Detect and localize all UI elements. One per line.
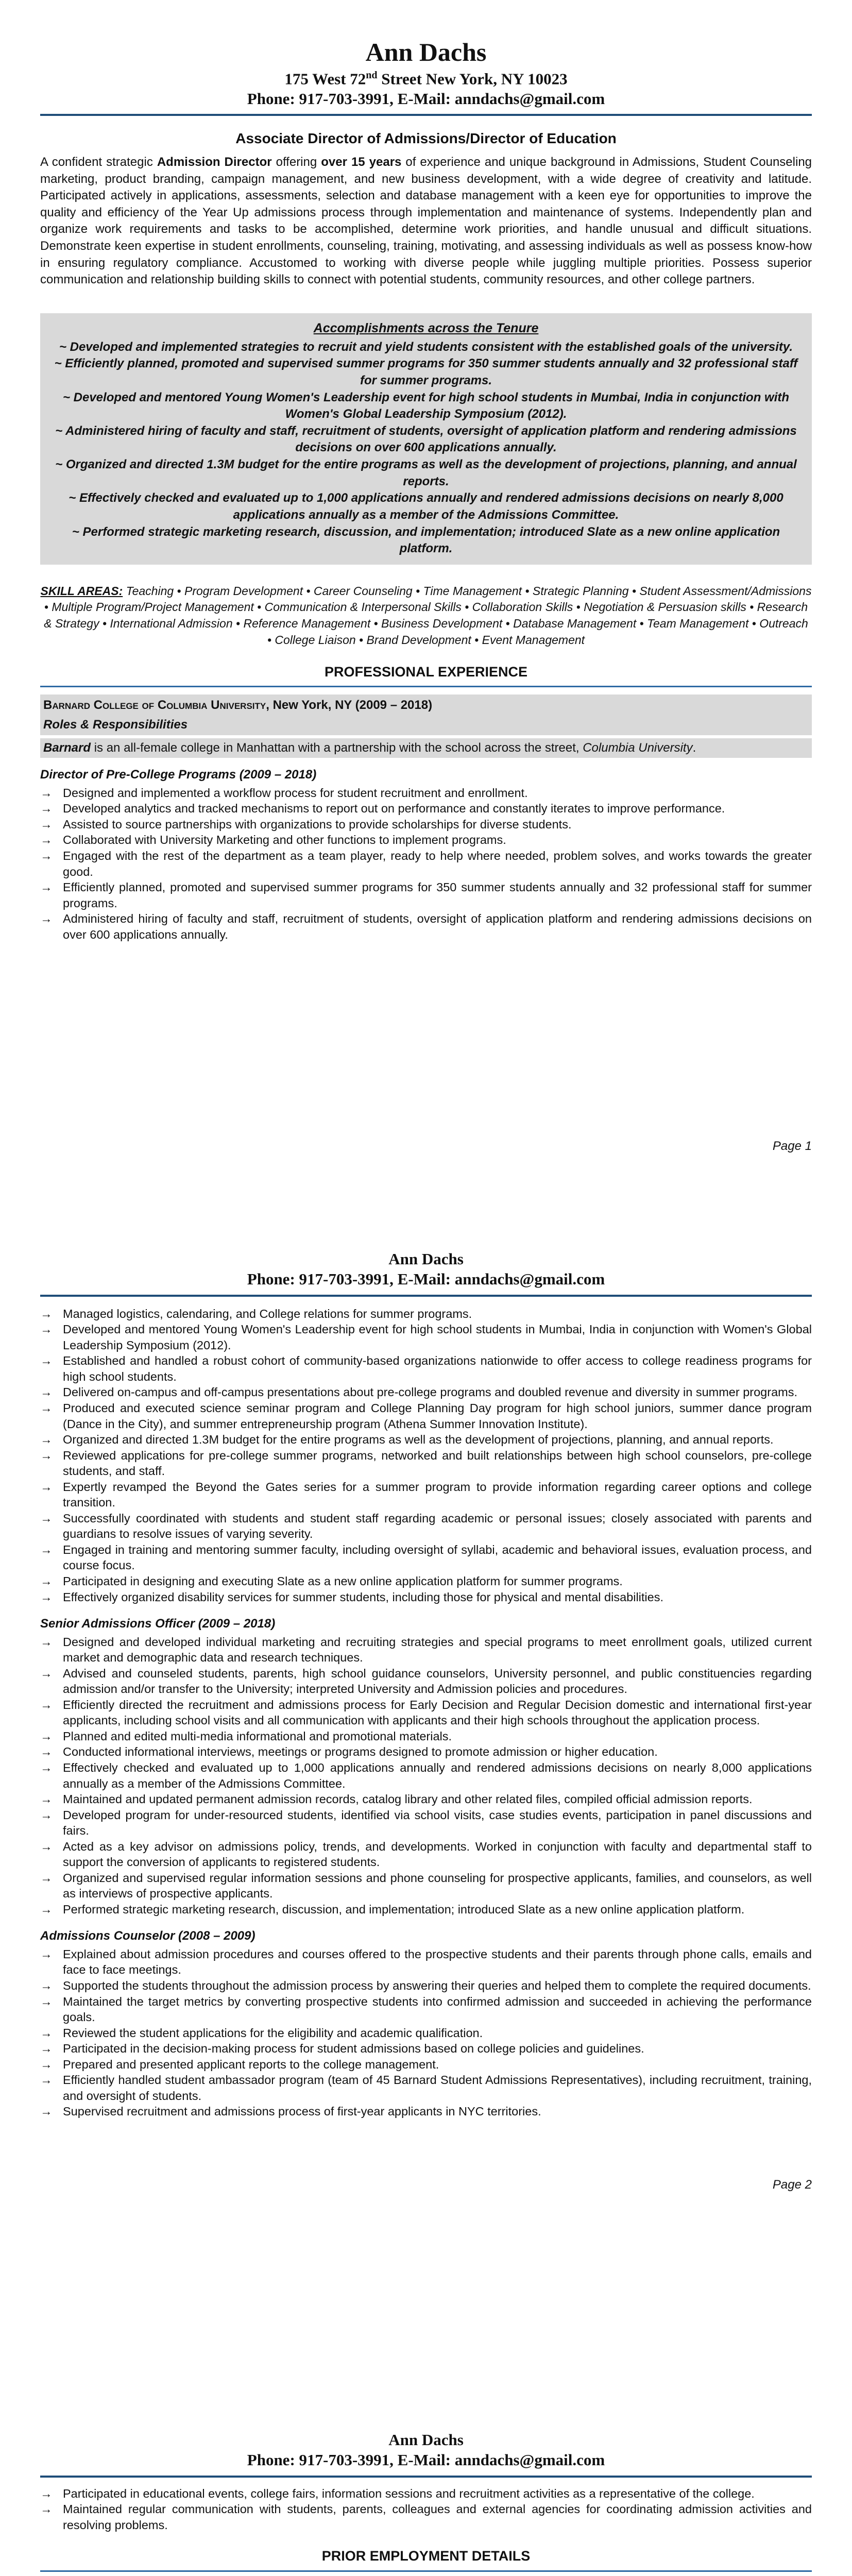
running-header-name: Ann Dachs: [388, 2431, 464, 2449]
running-header-contact: Phone: 917-703-3991, E-Mail: anndachs@gmail.com: [247, 1270, 605, 1289]
accomplishment-item: ~ Developed and mentored Young Women's Leadership event for high school students in Mumbai, India in conjunction with Women's Global Leadership Symposium (2012).: [62, 390, 790, 421]
arrow-bullet-icon: →: [40, 1401, 53, 1415]
bullet-item: [40, 1946, 812, 1978]
bullet-item: [40, 2486, 812, 2502]
bullet-text: Maintained and updated permanent admission records, catalog library and other related files, compiled official admission reports.: [63, 1792, 753, 1806]
bullet-item: [40, 1400, 812, 1432]
bullet-text: Maintained the target metrics by converting prospective students into confirmed admission and succeeded in achieving the performance goals.: [63, 1994, 812, 2024]
bullet-item: [40, 1573, 812, 1589]
bullet-item: [40, 1666, 812, 1697]
arrow-bullet-icon: →: [40, 2502, 53, 2516]
bullet-text: Explained about admission procedures and courses offered to the prospective students and their parents through phone calls, emails and face to face meetings.: [63, 1947, 812, 1977]
bullet-text: Developed analytics and tracked mechanisms to report out on performance and constantly iterates to improve performance.: [63, 802, 725, 816]
accomplishment-item: ~ Organized and directed 1.3M budget for the entire programs as well as the development of projections, planning, and annual reports.: [55, 457, 797, 488]
arrow-bullet-icon: →: [40, 1433, 53, 1447]
header-divider: [40, 114, 812, 116]
page-2: [0, 1205, 852, 2409]
arrow-bullet-icon: →: [40, 1323, 53, 1336]
accomplishment-item: ~ Performed strategic marketing research, discussion, and implementation; introduced Slate as a new online application platform.: [72, 524, 780, 556]
role-bullets: [40, 1634, 812, 1918]
bullet-text: Reviewed applications for pre-college summer programs, networked and built relationships between high school counselors, pre-college students, and staff.: [63, 1448, 812, 1478]
bullet-item: [40, 801, 812, 817]
bullet-text: Successfully coordinated with students and student staff regarding academic or personal issues; closely associated with parents and guardians to resolve issues of varying severity.: [63, 1511, 812, 1541]
arrow-bullet-icon: →: [40, 802, 53, 816]
accomplishment-item: ~ Efficiently planned, promoted and supervised summer programs for 350 summer students annually and 32 professional staff for summer programs.: [54, 357, 798, 387]
arrow-bullet-icon: →: [40, 1635, 53, 1649]
arrow-bullet-icon: →: [40, 1448, 53, 1462]
bullet-text: Conducted informational interviews, meetings or programs designed to promote admission or higher education.: [63, 1745, 658, 1759]
bullet-item: [40, 1839, 812, 1870]
bullet-text: Efficiently directed the recruitment and admissions process for Early Decision and Regular Decision domestic and international first-year applicants, including school visits and all communication with applicants and their high schools throughout the application process.: [63, 1698, 812, 1727]
page-3: [0, 2409, 852, 2576]
role-bullets: [40, 2486, 812, 2533]
bullet-item: [40, 1728, 812, 1744]
bullet-item: [40, 1791, 812, 1807]
role-title: Director of Pre-College Programs (2009 – 2018): [40, 768, 317, 782]
bullet-item: [40, 1306, 812, 1322]
bullet-text: Assisted to source partnerships with organizations to provide scholarships for diverse students.: [63, 817, 572, 831]
role-bullets: [40, 1946, 812, 2120]
bullet-item: [40, 1432, 812, 1448]
arrow-bullet-icon: →: [40, 1994, 53, 2008]
section-title-experience: PROFESSIONAL EXPERIENCE: [324, 664, 528, 680]
address-line: 175 West 72nd Street New York, NY 10023: [284, 69, 568, 88]
arrow-bullet-icon: →: [40, 786, 53, 800]
bullet-text: Developed and mentored Young Women's Leadership event for high school students in Mumbai, India in conjunction with Women's Global Leadership Symposium (2012).: [63, 1323, 812, 1352]
bullet-text: Prepared and presented applicant reports to the college management.: [63, 2057, 439, 2071]
bullet-text: Developed program for under-resourced students, identified via school visits, case studies events, participation in panel discussions and fairs.: [63, 1808, 812, 1838]
arrow-bullet-icon: →: [40, 2042, 53, 2056]
bullet-text: Planned and edited multi-media informational and promotional materials.: [63, 1729, 452, 1743]
bullet-text: Advised and counseled students, parents, high school guidance counselors, University personnel, and public constituencies regarding admission and/or transfer to the University; interpreted University and Admission policies and procedures.: [63, 1666, 812, 1696]
bullet-item: [40, 2025, 812, 2041]
bullet-text: Designed and developed individual marketing and recruiting strategies and special programs to meet enrollment goals, utilized current market and demographic data and research techniques.: [63, 1635, 812, 1665]
arrow-bullet-icon: →: [40, 849, 53, 863]
bullet-item: [40, 1807, 812, 1839]
role-bullets: [40, 1306, 812, 1605]
arrow-bullet-icon: →: [40, 1307, 53, 1320]
bullet-item: [40, 1353, 812, 1384]
arrow-bullet-icon: →: [40, 1871, 53, 1885]
bullet-item: [40, 2501, 812, 2533]
bullet-item: [40, 1321, 812, 1353]
bullet-item: [40, 1978, 812, 1994]
bullet-text: Supervised recruitment and admissions process of first-year applicants in NYC territories.: [63, 2105, 541, 2119]
accomplishment-item: ~ Administered hiring of faculty and staff, recruitment of students, oversight of application platform and rendering admissions decisions on over 600 applications annually.: [55, 423, 797, 455]
bullet-text: Administered hiring of faculty and staff, recruitment of students, oversight of application platform and rendering admissions decisions on over 600 applications annually.: [63, 912, 812, 941]
header-divider: [40, 1295, 812, 1297]
running-header-name: Ann Dachs: [388, 1250, 464, 1268]
bullet-item: [40, 1870, 812, 1902]
employer-heading: Barnard College of Columbia University, New York, NY (2009 – 2018): [40, 694, 812, 716]
bullet-item: [40, 911, 812, 942]
bullet-item: [40, 1760, 812, 1791]
bullet-item: [40, 2104, 812, 2120]
bullet-text: Effectively checked and evaluated up to 1,000 applications annually and rendered admissions decisions on nearly 8,000 applications annually as a member of the Admissions Committee.: [63, 1760, 812, 1790]
bullet-text: Managed logistics, calendaring, and College relations for summer programs.: [63, 1307, 472, 1320]
arrow-bullet-icon: →: [40, 1792, 53, 1806]
bullet-item: [40, 1697, 812, 1728]
bullet-item: [40, 785, 812, 801]
role-bullets: [40, 785, 812, 942]
arrow-bullet-icon: →: [40, 1745, 53, 1759]
page-number: Page 1: [772, 1139, 812, 1153]
accomplishment-item: ~ Developed and implemented strategies to recruit and yield students consistent with the established goals of the university.: [59, 340, 793, 354]
bullet-item: [40, 2057, 812, 2073]
arrow-bullet-icon: →: [40, 1354, 53, 1368]
employer-description: Barnard is an all-female college in Manhattan with a partnership with the school across the street, Columbia University.: [40, 738, 812, 758]
arrow-bullet-icon: →: [40, 1511, 53, 1525]
bullet-text: Reviewed the student applications for the eligibility and academic qualification.: [63, 2026, 483, 2040]
header-divider: [40, 2476, 812, 2478]
arrow-bullet-icon: →: [40, 1666, 53, 1680]
arrow-bullet-icon: →: [40, 1480, 53, 1494]
bullet-text: Engaged in training and mentoring summer faculty, including oversight of syllabi, academic and behavioral issues, evaluation process, and course focus.: [63, 1543, 812, 1572]
arrow-bullet-icon: →: [40, 2057, 53, 2071]
arrow-bullet-icon: →: [40, 1385, 53, 1399]
bullet-text: Efficiently planned, promoted and supervised summer programs for 350 summer students annually and 32 professional staff for summer programs.: [63, 880, 812, 910]
bullet-text: Participated in educational events, college fairs, information sessions and recruitment activities as a representative of the college.: [63, 2486, 755, 2500]
bullet-text: Delivered on-campus and off-campus presentations about pre-college programs and doubled revenue and diversity in summer programs.: [63, 1385, 797, 1399]
arrow-bullet-icon: →: [40, 1902, 53, 1916]
candidate-name: Ann Dachs: [365, 38, 487, 66]
arrow-bullet-icon: →: [40, 1947, 53, 1961]
bullet-item: [40, 1902, 812, 1918]
bullet-item: [40, 1479, 812, 1511]
bullet-text: Participated in designing and executing Slate as a new online application platform for summer programs.: [63, 1574, 623, 1588]
accomplishment-item: ~ Effectively checked and evaluated up to 1,000 applications annually and rendered admissions decisions on nearly 8,000 applications annually as a member of the Admissions Committee.: [69, 491, 783, 522]
accomplishments-box: [40, 313, 812, 565]
arrow-bullet-icon: →: [40, 2105, 53, 2119]
bullet-item: [40, 1448, 812, 1479]
arrow-bullet-icon: →: [40, 1839, 53, 1853]
bullet-text: Maintained regular communication with students, parents, colleagues and external agencies for coordinating admission activities and resolving problems.: [63, 2502, 812, 2532]
bullet-item: [40, 2072, 812, 2104]
skill-areas: SKILL AREAS: Teaching • Program Development • Career Counseling • Time Management • Strategic Planning • Student Assessment/Admissions • Multiple Program/Project Management • Communication & Interpersonal Skills • Collaboration Skills • Negotiation & Persuasion skills • Research & Strategy • International Admission • Reference Management • Business Development • Database Management • Team Management • Outreach • College Liaison • Brand Development • Event Management: [40, 584, 812, 647]
bullet-text: Expertly revamped the Beyond the Gates series for a summer program to provide information regarding career options and college transition.: [63, 1480, 812, 1510]
bullet-item: [40, 1542, 812, 1573]
arrow-bullet-icon: →: [40, 880, 53, 894]
bullet-text: Collaborated with University Marketing and other functions to implement programs.: [63, 833, 506, 847]
bullet-text: Efficiently handled student ambassador program (team of 45 Barnard Student Admissions Representatives), including recruitment, training, and oversight of students.: [63, 2073, 812, 2103]
running-header-contact: Phone: 917-703-3991, E-Mail: anndachs@gmail.com: [247, 2451, 605, 2469]
bullet-item: [40, 817, 812, 833]
arrow-bullet-icon: →: [40, 1543, 53, 1556]
arrow-bullet-icon: →: [40, 1698, 53, 1711]
bullet-text: Organized and directed 1.3M budget for the entire programs as well as the development of projections, planning, and annual reports.: [63, 1433, 774, 1447]
bullet-item: [40, 1511, 812, 1542]
bullet-text: Produced and executed science seminar program and College Planning Day program for high school juniors, summer dance program (Dance in the City), and summer entrepreneurship program (Athena Summer Innovation Institute).: [63, 1401, 812, 1431]
bullet-text: Participated in the decision-making process for student admissions based on college policies and guidelines.: [63, 2042, 644, 2056]
arrow-bullet-icon: →: [40, 1978, 53, 1992]
section-divider: [40, 2570, 812, 2572]
arrow-bullet-icon: →: [40, 1760, 53, 1774]
arrow-bullet-icon: →: [40, 1590, 53, 1604]
bullet-item: [40, 1384, 812, 1400]
bullet-text: Designed and implemented a workflow process for student recruitment and enrollment.: [63, 786, 528, 800]
role-title: Senior Admissions Officer (2009 – 2018): [40, 1617, 276, 1631]
contact-line: Phone: 917-703-3991, E-Mail: anndachs@gmail.com: [247, 89, 605, 108]
arrow-bullet-icon: →: [40, 833, 53, 847]
bullet-item: [40, 832, 812, 848]
bullet-text: Organized and supervised regular information sessions and phone counseling for prospective applicants, families, and counselors, as well as interviews of prospective applicants.: [63, 1871, 812, 1901]
bullet-item: [40, 879, 812, 911]
page-1: [0, 0, 852, 1205]
page-number: Page 2: [772, 2178, 812, 2192]
bullet-item: [40, 1744, 812, 1760]
arrow-bullet-icon: →: [40, 2486, 53, 2500]
bullet-text: Acted as a key advisor on admissions policy, trends, and developments. Worked in conjunction with faculty and departmental staff to support the conversion of applicants to registered students.: [63, 1839, 812, 1869]
section-divider: [40, 686, 812, 687]
bullet-text: Performed strategic marketing research, discussion, and implementation; introduced Slate as a new online application platform.: [63, 1902, 745, 1916]
bullet-item: [40, 1994, 812, 2025]
arrow-bullet-icon: →: [40, 2026, 53, 2040]
section-title-prior: PRIOR EMPLOYMENT DETAILS: [321, 2548, 531, 2564]
bullet-text: Engaged with the rest of the department as a team player, ready to help where needed, problem solves, and works towards the greater good.: [63, 849, 812, 878]
target-title: Associate Director of Admissions/Director of Education: [235, 130, 617, 147]
bullet-item: [40, 2041, 812, 2057]
bullet-text: Effectively organized disability services for summer students, including those for physical and mental disabilities.: [63, 1590, 663, 1604]
arrow-bullet-icon: →: [40, 912, 53, 926]
roles-label: Roles & Responsibilities: [40, 716, 812, 735]
arrow-bullet-icon: →: [40, 2073, 53, 2087]
arrow-bullet-icon: →: [40, 1729, 53, 1743]
arrow-bullet-icon: →: [40, 817, 53, 831]
arrow-bullet-icon: →: [40, 1574, 53, 1588]
bullet-text: Supported the students throughout the admission process by answering their queries and helped them to complete the required documents.: [63, 1978, 811, 1992]
accomplishments-title: Accomplishments across the Tenure: [313, 320, 539, 335]
bullet-item: [40, 848, 812, 879]
bullet-item: [40, 1589, 812, 1605]
role-title: Admissions Counselor (2008 – 2009): [40, 1929, 255, 1943]
summary-paragraph: A confident strategic Admission Director offering over 15 years of experience and unique background in Admissions, Student Counseling marketing, product branding, campaign management, and new business development, with a wide degree of creativity and latitude. Participated actively in applications, assessments, selection and database management with a keen eye for opportunities to improve the quality and efficiency of the Year Up admissions process through implementation and maintenance of systems. Independently plan and organize work requirements and tasks to be accomplished, determine work priorities, and handle unusual and difficult situations. Demonstrate keen expertise in student enrollments, counseling, training, motivating, and assessing individuals as well as possess know-how in ensuring regulatory compliance. Accustomed to working with diverse people while juggling multiple priorities. Possess superior communication and relationship building skills to connect with potential students, community resources, and other college partners.: [40, 155, 812, 287]
bullet-item: [40, 1634, 812, 1666]
bullet-text: Established and handled a robust cohort of community-based organizations nationwide to offer access to college readiness programs for high school students.: [63, 1354, 812, 1383]
arrow-bullet-icon: →: [40, 1808, 53, 1822]
